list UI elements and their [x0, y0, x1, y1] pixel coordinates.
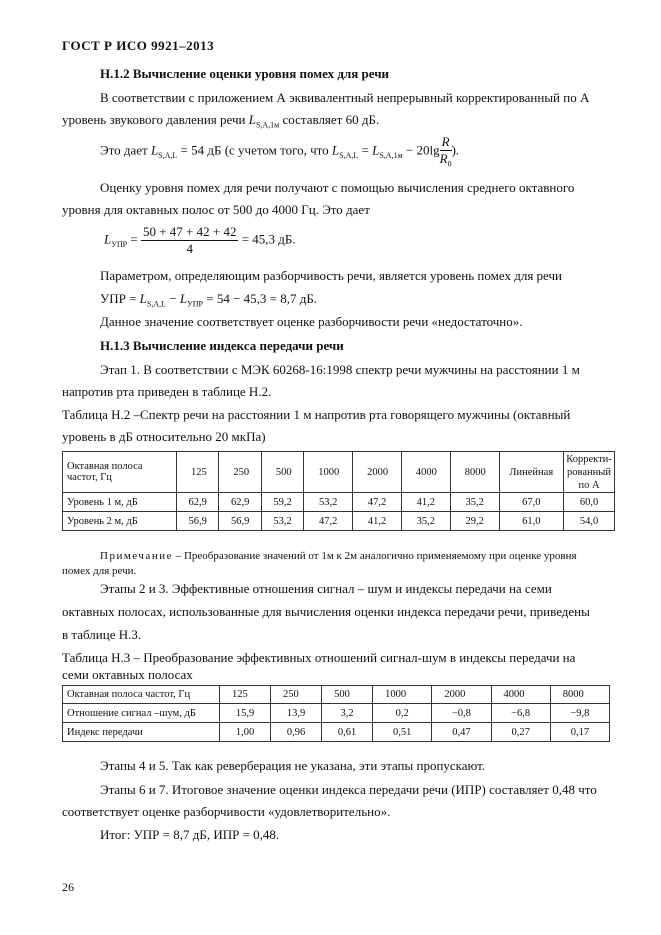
- table-cell: 29,2: [450, 512, 499, 531]
- table-cell: 0,51: [373, 723, 432, 742]
- paragraph-line: напротив рта приведен в таблице Н.2.: [62, 384, 272, 399]
- table-cell: 35,2: [401, 512, 450, 531]
- table-header-cell: 2000: [432, 686, 491, 704]
- table-cell: 62,9: [177, 493, 219, 512]
- paragraph-line: Этап 1. В соответствии с МЭК 60268-16:1998 спектр речи мужчины на расстоянии 1 м: [100, 362, 580, 377]
- paragraph-line: уровня для октавных полос от 500 до 4000 Гц. Это дает: [62, 202, 370, 217]
- table-header-cell: 1000: [304, 452, 353, 493]
- table-cell: 0,27: [491, 723, 550, 742]
- formula-upr: $L_{УПР}$ = $\frac{50 + 47 + 42 + 42}{4}$ = 45,3 дБ.: [104, 224, 296, 256]
- table-cell: −6,8: [491, 704, 550, 723]
- table-header-cell: 8000: [550, 686, 609, 704]
- table-caption: Таблица Н.2 –Спектр речи на расстоянии 1 м напротив рта говорящего мужчины (октавный: [62, 407, 571, 422]
- table-row: [63, 493, 615, 512]
- table-header-cell: Октавная полоса частот, Гц: [63, 452, 177, 493]
- table-cell: 0,61: [322, 723, 373, 742]
- table-cell: 13,9: [271, 704, 322, 723]
- table-header-cell: Корректи-рованный по А: [564, 452, 615, 493]
- paragraph-line: в таблице Н.3.: [62, 627, 142, 642]
- table-note: Примечание – Преобразование значений от 1м к 2м аналогично применяемому при оценке уровня: [100, 550, 577, 562]
- table-header-cell: Октавная полоса частот, Гц: [63, 686, 220, 704]
- section-heading-h13: Н.1.3 Вычисление индекса передачи речи: [100, 338, 344, 353]
- paragraph-line: Параметром, определяющим разборчивость речи, является уровень помех для речи: [100, 268, 562, 283]
- table-cell: 1,00: [220, 723, 271, 742]
- paragraph-line: Этапы 2 и 3. Эффективные отношения сигнал – шум и индексы передачи на семи: [100, 581, 552, 596]
- table-header-cell: 8000: [450, 452, 499, 493]
- table-cell: 60,0: [564, 493, 615, 512]
- table-row-label: Отношение сигнал –шум, дБ: [63, 704, 220, 723]
- table-cell: 0,2: [373, 704, 432, 723]
- document-header: ГОСТ Р ИСО 9921–2013: [62, 38, 215, 53]
- table-cell: 56,9: [219, 512, 261, 531]
- page-number: 26: [62, 880, 74, 894]
- table-cell: 67,0: [499, 493, 563, 512]
- table-h2: [62, 451, 615, 531]
- table-cell: 41,2: [401, 493, 450, 512]
- paragraph-line: Итог: УПР = 8,7 дБ, ИПР = 0,48.: [100, 827, 280, 842]
- table-header-cell: 125: [177, 452, 219, 493]
- table-header-row: [63, 686, 610, 704]
- table-cell: 56,9: [177, 512, 219, 531]
- table-cell: 0,96: [271, 723, 322, 742]
- table-cell: 35,2: [450, 493, 499, 512]
- table-header-cell: 250: [219, 452, 261, 493]
- formula-result: УПР = $L_{S,A,L} - L_{УПР} = 54 - 45,3 = 8,7$ дБ.: [100, 291, 318, 309]
- table-cell: 54,0: [564, 512, 615, 531]
- table-header-cell: 500: [261, 452, 303, 493]
- table-caption: семи октавных полосах: [62, 667, 193, 682]
- table-cell: 0,17: [550, 723, 609, 742]
- table-row-label: Уровень 1 м, дБ: [63, 493, 177, 512]
- table-header-cell: 250: [271, 686, 322, 704]
- paragraph-line: Оценку уровня помех для речи получают с помощью вычисления среднего октавного: [100, 180, 575, 195]
- paragraph-line: соответствует оценке разборчивости «удовлетворительно».: [62, 804, 391, 819]
- table-note: помех для речи.: [62, 565, 137, 577]
- paragraph-line: уровень звукового давления речи $L_{S,A,1м}$ составляет 60 дБ.: [62, 112, 380, 130]
- table-header-row: [63, 452, 615, 493]
- table-header-cell: 4000: [491, 686, 550, 704]
- paragraph-line: В соответствии с приложением А эквивалентный непрерывный корректированный по А: [100, 90, 590, 105]
- table-cell: 41,2: [353, 512, 402, 531]
- table-cell: −9,8: [550, 704, 609, 723]
- table-cell: 61,0: [499, 512, 563, 531]
- table-cell: 59,2: [261, 493, 303, 512]
- table-header-cell: 2000: [353, 452, 402, 493]
- table-cell: 62,9: [219, 493, 261, 512]
- table-row: [63, 704, 610, 723]
- paragraph-line: Этапы 4 и 5. Так как реверберация не указана, эти этапы пропускают.: [100, 758, 486, 773]
- table-caption: уровень в дБ относительно 20 мкПа): [62, 429, 266, 444]
- table-cell: 0,47: [432, 723, 491, 742]
- section-heading-h12: Н.1.2 Вычисление оценки уровня помех для речи: [100, 66, 390, 81]
- table-caption: Таблица Н.3 – Преобразование эффективных отношений сигнал-шум в индексы передачи на: [62, 650, 576, 665]
- fraction-r-r0: $\frac{R}{R_0}$: [439, 134, 452, 169]
- fraction-average: $\frac{50 + 47 + 42 + 42}{4}$: [142, 224, 237, 256]
- table-cell: −0,8: [432, 704, 491, 723]
- paragraph-line: октавных полосах, использованные для вычисления оценки индекса передачи речи, приведены: [62, 604, 590, 619]
- table-header-cell: 4000: [401, 452, 450, 493]
- table-cell: 53,2: [261, 512, 303, 531]
- table-row: [63, 512, 615, 531]
- table-header-cell: 125: [220, 686, 271, 704]
- table-row-label: Уровень 2 м, дБ: [63, 512, 177, 531]
- table-cell: 15,9: [220, 704, 271, 723]
- table-h3: [62, 685, 610, 742]
- table-row-label: Индекс передачи: [63, 723, 220, 742]
- table-cell: 3,2: [322, 704, 373, 723]
- table-cell: 47,2: [353, 493, 402, 512]
- paragraph-line: Этапы 6 и 7. Итоговое значение оценки индекса передачи речи (ИПР) составляет 0,48 что: [100, 782, 597, 797]
- paragraph-line: Данное значение соответствует оценке разборчивости речи «недостаточно».: [100, 314, 523, 329]
- formula-spl: Это дает $L_{S,A,L} = 54$ дБ (с учетом того, что $L_{S,A,L} = L_{S,A,1м} - 20\lg$ $\frac{R}{R_0}$ ).: [100, 134, 460, 169]
- table-row: [63, 723, 610, 742]
- table-header-cell: 1000: [373, 686, 432, 704]
- table-cell: 53,2: [304, 493, 353, 512]
- table-header-cell: 500: [322, 686, 373, 704]
- table-header-cell: Линейная: [499, 452, 563, 493]
- table-cell: 47,2: [304, 512, 353, 531]
